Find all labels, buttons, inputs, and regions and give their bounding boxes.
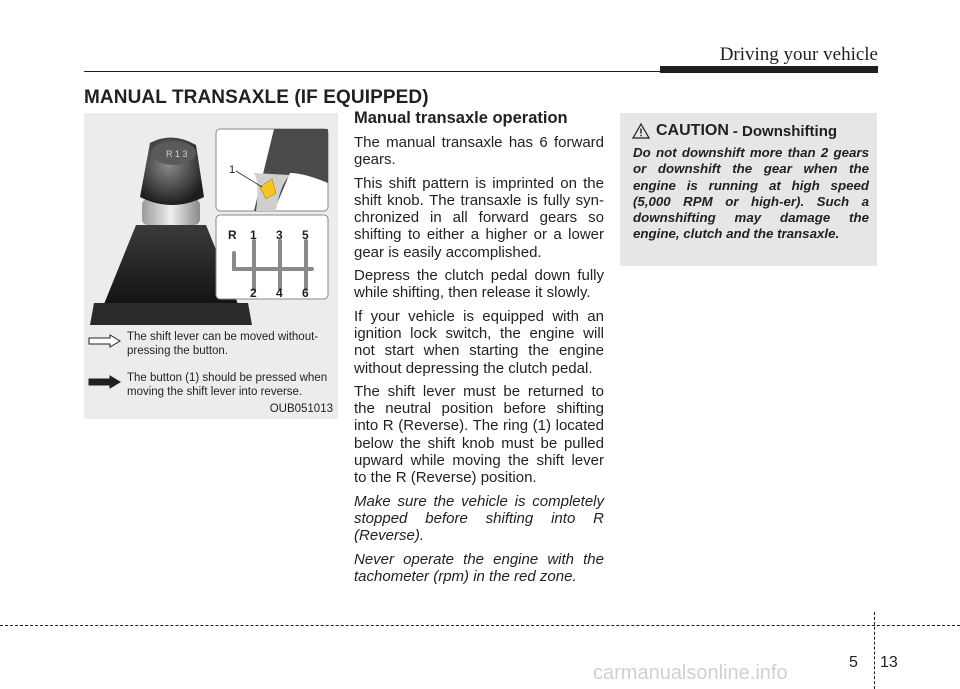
pattern-label-1: 1 [250,228,257,242]
chapter-number: 5 [849,654,858,671]
italic-note: Make sure the vehicle is completely stopped before shifting into R (Reverse). [354,492,604,545]
paragraph: The manual transaxle has 6 forward gears. [354,134,604,169]
pattern-label-5: 5 [302,228,309,242]
running-header: Driving your vehicle [719,44,878,65]
pattern-label-3: 3 [276,228,283,242]
section-heading: MANUAL TRANSAXLE (IF EQUIPPED) [84,87,429,108]
caution-body: Do not downshift more than 2 gears or downshift the gear when the engine is running at high speed (5,000 RPM or high-er). Such a downshifting may damage the engine, clutch and the transaxle. [633,145,869,242]
callout-number: 1 [229,164,236,176]
paragraph: If your vehicle is equipped with an ignition lock switch, the engine will not start when starting the engine without depressing the clutch pedal. [354,307,604,377]
pattern-label-4: 4 [276,286,283,300]
pattern-label-r: R [228,228,237,242]
paragraph: Depress the clutch pedal down fully while shifting, then release it slowly. [354,267,604,302]
footer-rule [0,625,960,626]
warning-triangle-icon [632,123,650,139]
header-rule-bar [660,66,878,73]
svg-text:R 1 3: R 1 3 [166,149,188,159]
outline-arrow-icon [88,334,122,348]
shift-lever-figure [84,113,338,419]
caution-title: CAUTION [656,122,729,139]
page-number: 13 [880,654,898,671]
caption-solid-arrow: The button (1) should be pressed when moving the shift lever into reverse. [127,372,328,398]
solid-arrow-icon [88,375,122,389]
caption-outline-arrow: The shift lever can be moved without-pressing the button. [127,331,319,357]
figure-code: OUB051013 [269,403,333,415]
paragraph: The shift lever must be returned to the neutral position before shifting into R (Reverse). The ring (1) located below the shift knob must be pulled upward while moving the shift lever to the R (Reverse) position. [354,382,604,487]
pattern-label-6: 6 [302,286,309,300]
caution-box [620,113,877,266]
watermark: carmanualsonline.info [593,662,788,684]
paragraph: This shift pattern is imprinted on the shift knob. The transaxle is fully syn-chronized in all forward gears so shifting to either a higher or a lower gear is easily accomplished. [354,174,604,261]
footer-divider [874,612,876,689]
header-rule [84,71,664,72]
main-text-column [354,109,604,591]
pattern-label-2: 2 [250,286,257,300]
caution-subtitle: - Downshifting [732,122,838,140]
subsection-heading: Manual transaxle operation [354,109,568,127]
caution-heading [632,122,837,140]
italic-note: Never operate the engine with the tachometer (rpm) in the red zone. [354,550,604,585]
